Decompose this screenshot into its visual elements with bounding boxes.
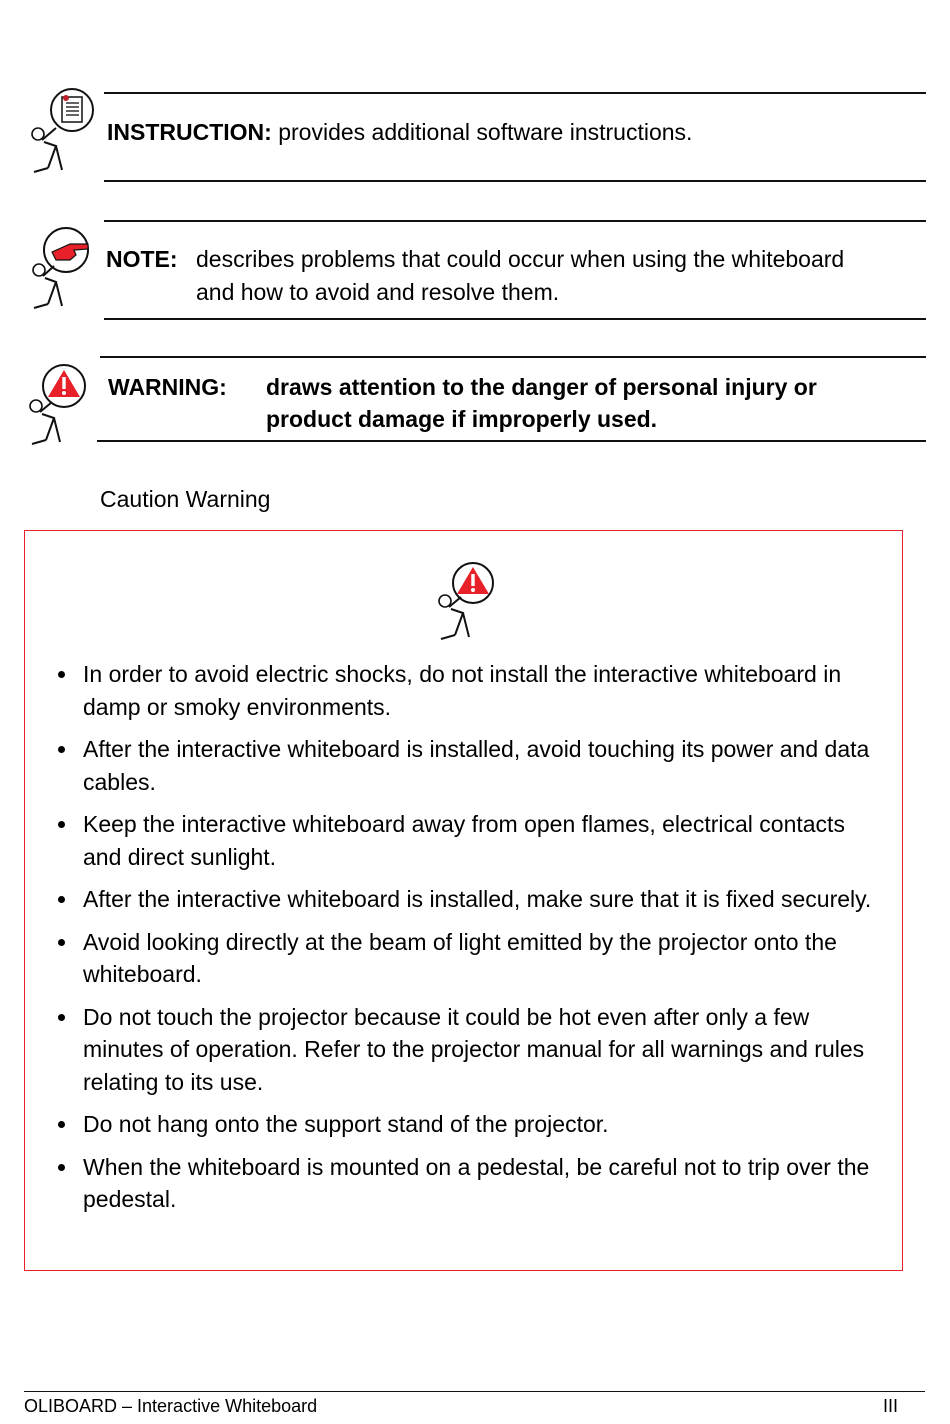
warning-label: WARNING: [108, 374, 227, 400]
list-item: In order to avoid electric shocks, do not install the interactive whiteboard in damp or smoky environments. [25, 658, 885, 723]
list-item: After the interactive whiteboard is installed, avoid touching its power and data cables. [25, 733, 885, 798]
warning-triangle-icon [24, 362, 94, 450]
list-item: Keep the interactive whiteboard away from open flames, electrical contacts and direct sunlight. [25, 808, 885, 873]
list-item: Avoid looking directly at the beam of light emitted by the projector onto the whiteboard. [25, 926, 885, 991]
footer-title: OLIBOARD – Interactive Whiteboard [24, 1396, 318, 1416]
caution-box [24, 530, 903, 1271]
list-item: After the interactive whiteboard is installed, make sure that it is fixed securely. [25, 883, 885, 916]
instruction-line [107, 116, 692, 149]
footer-rule [24, 1391, 925, 1392]
instruction-top-rule [104, 92, 926, 94]
warning-text-line-1: draws attention to the danger of personal injury or [266, 374, 817, 400]
instruction-label: INSTRUCTION: [107, 119, 272, 145]
warning-bottom-rule [97, 440, 926, 442]
page-number: III [883, 1396, 899, 1416]
caution-warning-icon [433, 559, 503, 641]
instruction-text: provides additional software instructions. [278, 119, 693, 145]
list-item: Do not touch the projector because it could be hot even after only a few minutes of operation. Refer to the projector manual for all warnings and rules relating to its use. [25, 1001, 885, 1099]
note-text-line-2: and how to avoid and resolve them. [196, 279, 560, 305]
warning-top-rule [100, 356, 926, 358]
warning-text-line-2: product damage if improperly used. [266, 406, 658, 432]
instruction-figure-icon [26, 86, 96, 180]
caution-heading: Caution Warning [100, 486, 271, 512]
note-top-rule [104, 220, 926, 222]
note-text-line-1: describes problems that could occur when using the whiteboard [196, 246, 845, 272]
list-item: Do not hang onto the support stand of the projector. [25, 1108, 885, 1141]
note-label: NOTE: [106, 246, 178, 272]
note-bottom-rule [104, 318, 926, 320]
caution-list [25, 658, 885, 1226]
instruction-bottom-rule [104, 180, 926, 182]
note-pointing-hand-icon [26, 224, 96, 314]
list-item: When the whiteboard is mounted on a pedestal, be careful not to trip over the pedestal. [25, 1151, 885, 1216]
